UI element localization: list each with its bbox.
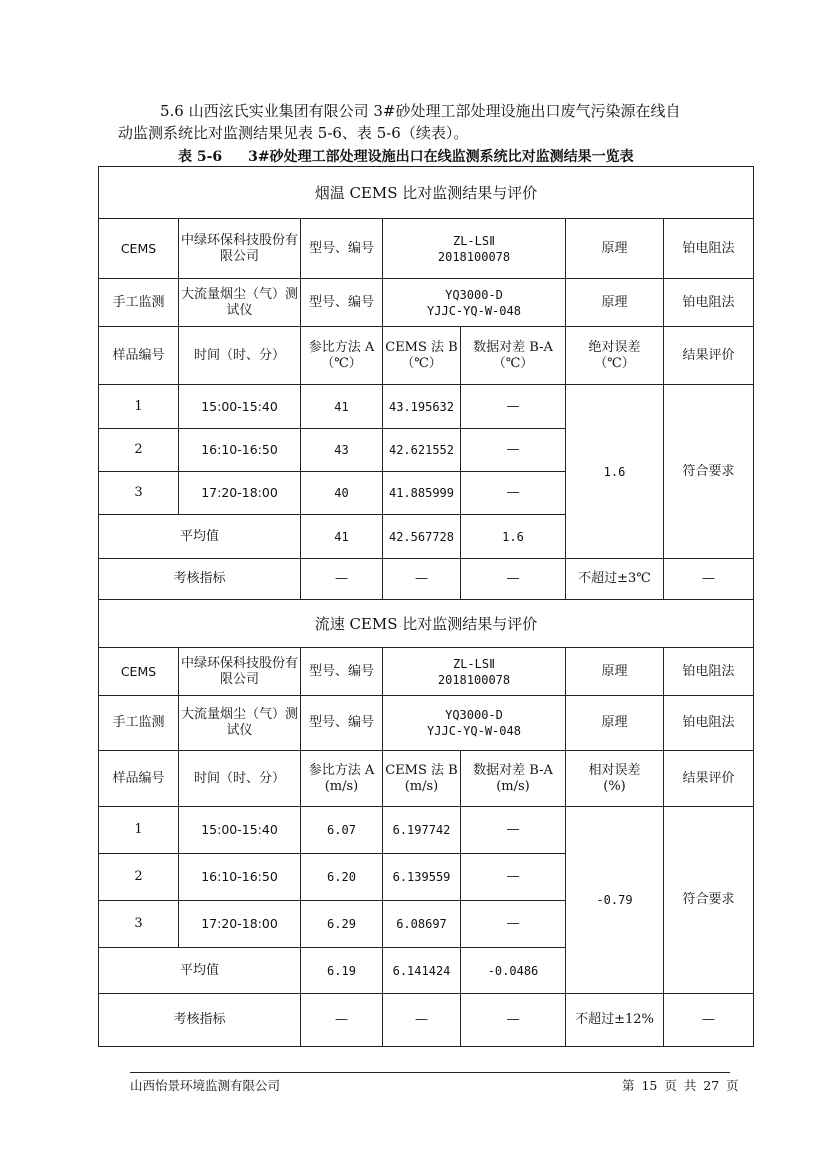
cems-model: [383, 219, 566, 279]
header-error: [566, 751, 664, 807]
manual-model-name: YQ3000-D: [445, 708, 503, 722]
row-ref-a: 40: [301, 472, 383, 515]
row-diff: —: [461, 807, 566, 854]
row-diff: —: [461, 854, 566, 901]
row-sample-no: 1: [99, 807, 179, 854]
header-cems-b-label: CEMS 法 B: [385, 762, 458, 778]
average-diff: 1.6: [461, 515, 566, 559]
header-ref-a: [301, 751, 383, 807]
header-result: 结果评价: [664, 751, 754, 807]
footer-company: 山西怡景环境监测有限公司: [130, 1078, 281, 1093]
header-diff: [461, 327, 566, 385]
table-caption-text: 3#砂处理工部处理设施出口在线监测系统比对监测结果一览表: [248, 149, 634, 165]
header-error-label: 相对误差: [588, 762, 641, 778]
criteria-limit: 不超过±12%: [566, 994, 664, 1047]
cems-model: [383, 648, 566, 696]
row-diff: —: [461, 429, 566, 472]
header-time: 时间（时、分）: [179, 327, 301, 385]
average-ref-a: 41: [301, 515, 383, 559]
header-cems-b-unit: (m/s): [404, 778, 439, 794]
average-diff: -0.0486: [461, 948, 566, 994]
criteria-diff: —: [461, 559, 566, 600]
row-diff: —: [461, 472, 566, 515]
manual-device: 大流量烟尘（气）测试仪: [179, 279, 301, 327]
result-evaluation: 符合要求: [664, 385, 754, 559]
table-caption-label: 表 5-6: [178, 149, 223, 165]
cems-label: CEMS: [99, 219, 179, 279]
manual-principle-label: 原理: [566, 279, 664, 327]
error-value: 1.6: [566, 385, 664, 559]
header-error: [566, 327, 664, 385]
manual-model: [383, 279, 566, 327]
error-value: -0.79: [566, 807, 664, 994]
intro-paragraph: [118, 100, 738, 144]
row-sample-no: 1: [99, 385, 179, 429]
section-title-temperature: 烟温 CEMS 比对监测结果与评价: [99, 167, 754, 219]
row-time: 15:00-15:40: [179, 385, 301, 429]
header-ref-a-unit: (m/s): [324, 778, 359, 794]
criteria-ref-a: —: [301, 994, 383, 1047]
cems-label: CEMS: [99, 648, 179, 696]
row-sample-no: 2: [99, 429, 179, 472]
header-diff-unit: (m/s): [496, 778, 530, 794]
row-ref-a: 41: [301, 385, 383, 429]
header-cems-b: [383, 751, 461, 807]
manual-model-number: YJJC-YQ-W-048: [427, 724, 521, 738]
header-cems-b-unit: （℃）: [401, 355, 442, 371]
row-time: 15:00-15:40: [179, 807, 301, 854]
row-time: 17:20-18:00: [179, 472, 301, 515]
cems-model-label: 型号、编号: [301, 219, 383, 279]
criteria-cems-b: —: [383, 994, 461, 1047]
header-ref-a-unit: （℃）: [321, 355, 362, 371]
manual-label: 手工监测: [99, 696, 179, 751]
manual-label: 手工监测: [99, 279, 179, 327]
row-sample-no: 3: [99, 901, 179, 948]
manual-model-label: 型号、编号: [301, 279, 383, 327]
criteria-ref-a: —: [301, 559, 383, 600]
section-title-velocity: 流速 CEMS 比对监测结果与评价: [99, 600, 754, 648]
manual-principle: 铂电阻法: [664, 279, 754, 327]
manual-principle: 铂电阻法: [664, 696, 754, 751]
criteria-label: 考核指标: [99, 994, 301, 1047]
intro-line-1: 5.6 山西泫氏实业集团有限公司 3#砂处理工部处理设施出口废气污染源在线自: [160, 102, 681, 120]
header-error-unit: (%): [603, 778, 626, 794]
manual-principle-label: 原理: [566, 696, 664, 751]
intro-line-2: 动监测系统比对监测结果见表 5-6、表 5-6（续表）。: [118, 124, 469, 142]
cems-model-number: 2018100078: [437, 249, 511, 264]
header-sample: 样品编号: [99, 327, 179, 385]
header-time: 时间（时、分）: [179, 751, 301, 807]
cems-principle-label: 原理: [566, 219, 664, 279]
footer-page-number: 第 15 页 共 27 页: [622, 1078, 739, 1093]
row-sample-no: 3: [99, 472, 179, 515]
row-sample-no: 2: [99, 854, 179, 901]
cems-model-number: 2018100078: [437, 672, 511, 687]
average-label: 平均值: [99, 515, 301, 559]
cems-model-name: ZL-LSⅡ: [452, 656, 496, 671]
row-cems-b: 41.885999: [383, 472, 461, 515]
criteria-diff: —: [461, 994, 566, 1047]
cems-principle: 铂电阻法: [664, 219, 754, 279]
header-cems-b-label: CEMS 法 B: [385, 339, 458, 355]
average-cems-b: 42.567728: [383, 515, 461, 559]
criteria-result: —: [664, 559, 754, 600]
cems-principle: 铂电阻法: [664, 648, 754, 696]
manual-model-label: 型号、编号: [301, 696, 383, 751]
criteria-label: 考核指标: [99, 559, 301, 600]
row-diff: —: [461, 901, 566, 948]
row-diff: —: [461, 385, 566, 429]
row-ref-a: 6.29: [301, 901, 383, 948]
row-ref-a: 6.20: [301, 854, 383, 901]
header-diff-label: 数据对差 B-A: [473, 339, 553, 355]
header-error-unit: （℃）: [594, 355, 635, 371]
average-cems-b: 6.141424: [383, 948, 461, 994]
header-ref-a-label: 参比方法 A: [308, 762, 375, 778]
criteria-limit: 不超过±3℃: [566, 559, 664, 600]
header-ref-a: [301, 327, 383, 385]
footer-divider: [130, 1072, 730, 1073]
header-ref-a-label: 参比方法 A: [308, 339, 375, 355]
cems-principle-label: 原理: [566, 648, 664, 696]
row-time: 17:20-18:00: [179, 901, 301, 948]
header-sample: 样品编号: [99, 751, 179, 807]
average-label: 平均值: [99, 948, 301, 994]
header-result: 结果评价: [664, 327, 754, 385]
cems-company: 中绿环保科技股份有限公司: [179, 219, 301, 279]
header-error-label: 绝对误差: [588, 339, 641, 355]
comparison-table: [98, 166, 754, 1047]
row-cems-b: 6.139559: [383, 854, 461, 901]
manual-model: [383, 696, 566, 751]
table-caption: [178, 146, 634, 166]
header-diff: [461, 751, 566, 807]
row-cems-b: 42.621552: [383, 429, 461, 472]
row-time: 16:10-16:50: [179, 429, 301, 472]
manual-device: 大流量烟尘（气）测试仪: [179, 696, 301, 751]
cems-company: 中绿环保科技股份有限公司: [179, 648, 301, 696]
row-cems-b: 6.08697: [383, 901, 461, 948]
header-diff-unit: （℃）: [492, 355, 534, 371]
row-ref-a: 43: [301, 429, 383, 472]
row-ref-a: 6.07: [301, 807, 383, 854]
row-cems-b: 43.195632: [383, 385, 461, 429]
header-cems-b: [383, 327, 461, 385]
row-time: 16:10-16:50: [179, 854, 301, 901]
cems-model-name: ZL-LSⅡ: [452, 233, 496, 248]
manual-model-number: YJJC-YQ-W-048: [427, 303, 521, 318]
manual-model-name: YQ3000-D: [445, 287, 503, 302]
criteria-cems-b: —: [383, 559, 461, 600]
average-ref-a: 6.19: [301, 948, 383, 994]
row-cems-b: 6.197742: [383, 807, 461, 854]
result-evaluation: 符合要求: [664, 807, 754, 994]
header-diff-label: 数据对差 B-A: [473, 762, 553, 778]
criteria-result: —: [664, 994, 754, 1047]
cems-model-label: 型号、编号: [301, 648, 383, 696]
